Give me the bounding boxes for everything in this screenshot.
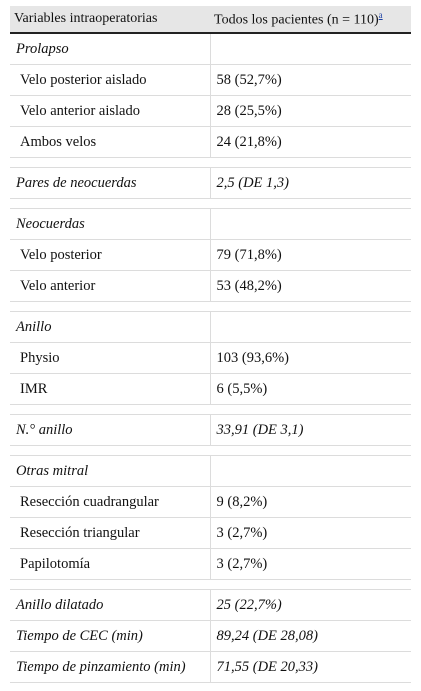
table-row bbox=[10, 96, 411, 127]
spacer-cell bbox=[10, 302, 411, 312]
value-cell: 79 (71,8%) bbox=[210, 240, 411, 271]
table-row bbox=[10, 549, 411, 580]
spacer-cell bbox=[10, 446, 411, 456]
value-cell: 25 (22,7%) bbox=[210, 590, 411, 621]
variable-label: Velo anterior bbox=[10, 271, 210, 302]
table-row bbox=[10, 271, 411, 302]
group-row bbox=[10, 621, 411, 652]
table-row bbox=[10, 374, 411, 405]
header-variables: Variables intraoperatorias bbox=[10, 6, 210, 33]
group-label: Neocuerdas bbox=[10, 209, 210, 240]
variable-label: Physio bbox=[10, 343, 210, 374]
table-header-row bbox=[10, 6, 411, 33]
table-row bbox=[10, 518, 411, 549]
intraoperative-variables-table bbox=[10, 6, 411, 683]
variable-label: Velo posterior aislado bbox=[10, 65, 210, 96]
value-cell: 103 (93,6%) bbox=[210, 343, 411, 374]
group-label: Tiempo de pinzamiento (min) bbox=[10, 652, 210, 683]
value-cell: 89,24 (DE 28,08) bbox=[210, 621, 411, 652]
group-row bbox=[10, 415, 411, 446]
value-cell: 58 (52,7%) bbox=[210, 65, 411, 96]
variable-label: Resección triangular bbox=[10, 518, 210, 549]
header-all-patients-label: Todos los pacientes (n = 110) bbox=[214, 12, 379, 28]
group-label: Anillo bbox=[10, 312, 210, 343]
group-row bbox=[10, 33, 411, 65]
spacer-row bbox=[10, 580, 411, 590]
spacer-row bbox=[10, 302, 411, 312]
variable-label: Resección cuadrangular bbox=[10, 487, 210, 518]
footnote-marker bbox=[379, 10, 383, 20]
value-cell: 6 (5,5%) bbox=[210, 374, 411, 405]
table-row bbox=[10, 240, 411, 271]
footnote-link[interactable]: a bbox=[378, 9, 383, 20]
value-cell bbox=[210, 209, 411, 240]
value-cell: 71,55 (DE 20,33) bbox=[210, 652, 411, 683]
spacer-cell bbox=[10, 158, 411, 168]
group-row bbox=[10, 652, 411, 683]
table-row bbox=[10, 65, 411, 96]
group-label: N.° anillo bbox=[10, 415, 210, 446]
value-cell: 28 (25,5%) bbox=[210, 96, 411, 127]
spacer-row bbox=[10, 446, 411, 456]
group-row bbox=[10, 312, 411, 343]
group-label: Prolapso bbox=[10, 33, 210, 65]
value-cell: 33,91 (DE 3,1) bbox=[210, 415, 411, 446]
group-label: Otras mitral bbox=[10, 456, 210, 487]
value-cell: 3 (2,7%) bbox=[210, 518, 411, 549]
header-all-patients bbox=[210, 6, 411, 33]
variable-label: Papilotomía bbox=[10, 549, 210, 580]
value-cell: 3 (2,7%) bbox=[210, 549, 411, 580]
group-label: Anillo dilatado bbox=[10, 590, 210, 621]
table-row bbox=[10, 487, 411, 518]
variable-label: IMR bbox=[10, 374, 210, 405]
table-row bbox=[10, 127, 411, 158]
spacer-row bbox=[10, 158, 411, 168]
value-cell: 2,5 (DE 1,3) bbox=[210, 168, 411, 199]
value-cell bbox=[210, 33, 411, 65]
spacer-cell bbox=[10, 199, 411, 209]
table-body bbox=[10, 33, 411, 683]
value-cell: 9 (8,2%) bbox=[210, 487, 411, 518]
group-label: Pares de neocuerdas bbox=[10, 168, 210, 199]
group-row bbox=[10, 209, 411, 240]
table-row bbox=[10, 343, 411, 374]
value-cell bbox=[210, 456, 411, 487]
group-row bbox=[10, 168, 411, 199]
spacer-cell bbox=[10, 405, 411, 415]
variable-label: Velo anterior aislado bbox=[10, 96, 210, 127]
value-cell: 24 (21,8%) bbox=[210, 127, 411, 158]
variable-label: Ambos velos bbox=[10, 127, 210, 158]
spacer-cell bbox=[10, 580, 411, 590]
variable-label: Velo posterior bbox=[10, 240, 210, 271]
value-cell bbox=[210, 312, 411, 343]
spacer-row bbox=[10, 405, 411, 415]
group-row bbox=[10, 590, 411, 621]
group-row bbox=[10, 456, 411, 487]
group-label: Tiempo de CEC (min) bbox=[10, 621, 210, 652]
spacer-row bbox=[10, 199, 411, 209]
value-cell: 53 (48,2%) bbox=[210, 271, 411, 302]
